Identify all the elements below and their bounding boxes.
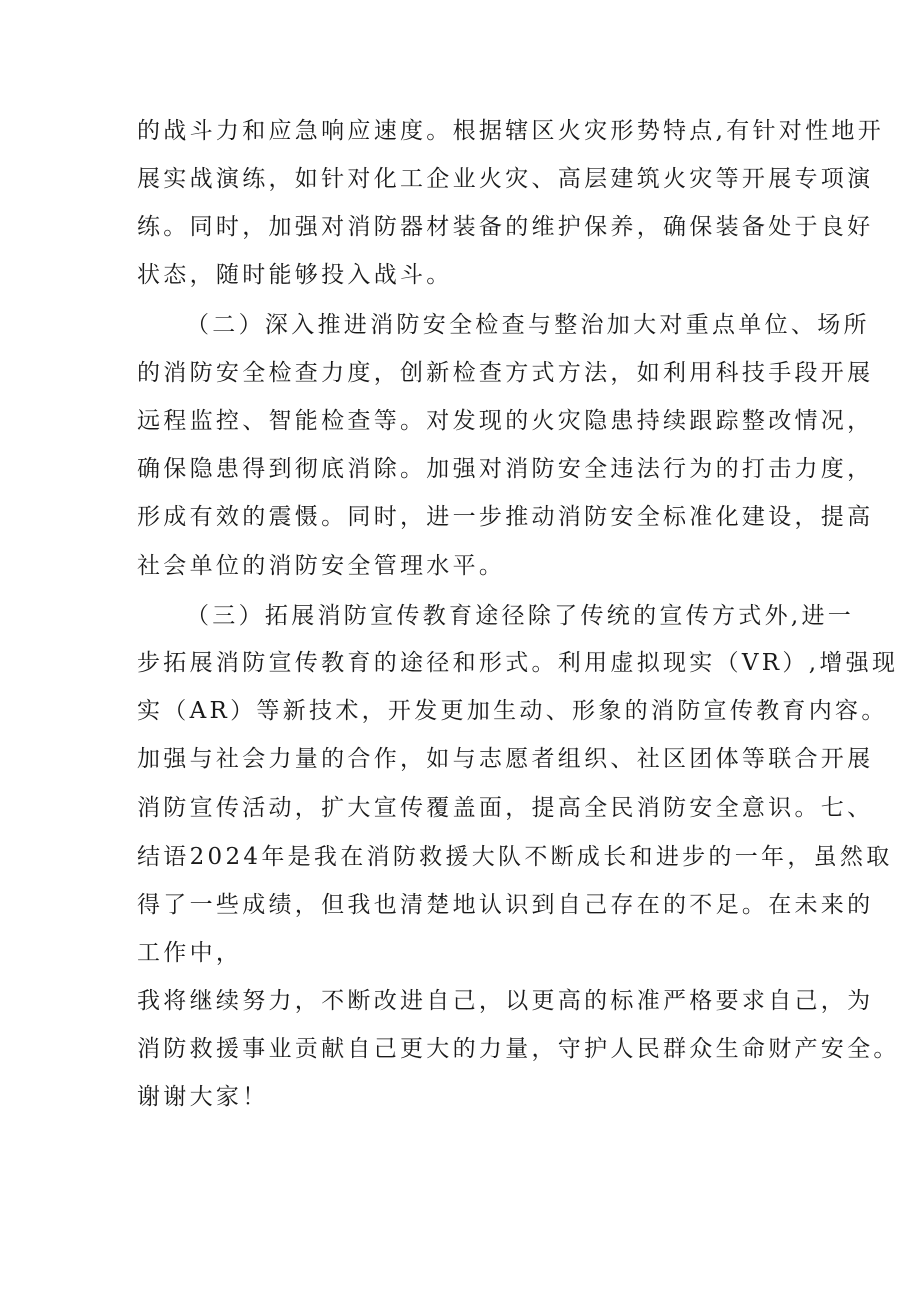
text-line: 谢谢大家！ bbox=[137, 1084, 269, 1110]
text-line: 的战斗力和应急响应速度。根据辖区火灾形势特点,有针对性地开 bbox=[137, 118, 885, 144]
text-line: 确保隐患得到彻底消除。加强对消防安全违法行为的打击力度， bbox=[137, 456, 874, 482]
text-line: 练。同时，加强对消防器材装备的维护保养，确保装备处于良好 bbox=[137, 214, 874, 240]
paragraph-heading-line: （三）拓展消防宣传教育途径除了传统的宣传方式外,进一 bbox=[186, 603, 855, 629]
text-line: 我将继续努力，不断改进自己，以更高的标准严格要求自己，为 bbox=[137, 988, 874, 1014]
paragraph-heading-line: （二）深入推进消防安全检查与整治加大对重点单位、场所 bbox=[186, 312, 870, 338]
text-line: 消防宣传活动，扩大宣传覆盖面，提高全民消防安全意识。七、 bbox=[137, 795, 874, 821]
text-line: 实（AR）等新技术，开发更加生动、形象的消防宣传教育内容。 bbox=[137, 698, 888, 724]
text-line: 加强与社会力量的合作，如与志愿者组织、社区团体等联合开展 bbox=[137, 746, 874, 772]
text-line: 形成有效的震慑。同时，进一步推动消防安全标准化建设，提高 bbox=[137, 504, 874, 530]
text-line: 步拓展消防宣传教育的途径和形式。利用虚拟现实（VR）,增强现 bbox=[137, 650, 899, 676]
text-line: 得了一些成绩，但我也清楚地认识到自己存在的不足。在未来的 bbox=[137, 892, 874, 918]
text-line: 结语2024年是我在消防救援大队不断成长和进步的一年，虽然取 bbox=[137, 844, 893, 870]
text-line: 远程监控、智能检查等。对发现的火灾隐患持续跟踪整改情况， bbox=[137, 408, 874, 434]
text-line: 状态，随时能够投入战斗。 bbox=[137, 262, 453, 288]
text-line: 工作中， bbox=[137, 940, 243, 966]
text-line: 展实战演练，如针对化工企业火灾、高层建筑火灾等开展专项演 bbox=[137, 166, 874, 192]
text-line: 消防救援事业贡献自己更大的力量，守护人民群众生命财产安全。 bbox=[137, 1036, 900, 1062]
text-line: 的消防安全检查力度，创新检查方式方法，如利用科技手段开展 bbox=[137, 360, 874, 386]
text-line: 社会单位的消防安全管理水平。 bbox=[137, 553, 506, 579]
